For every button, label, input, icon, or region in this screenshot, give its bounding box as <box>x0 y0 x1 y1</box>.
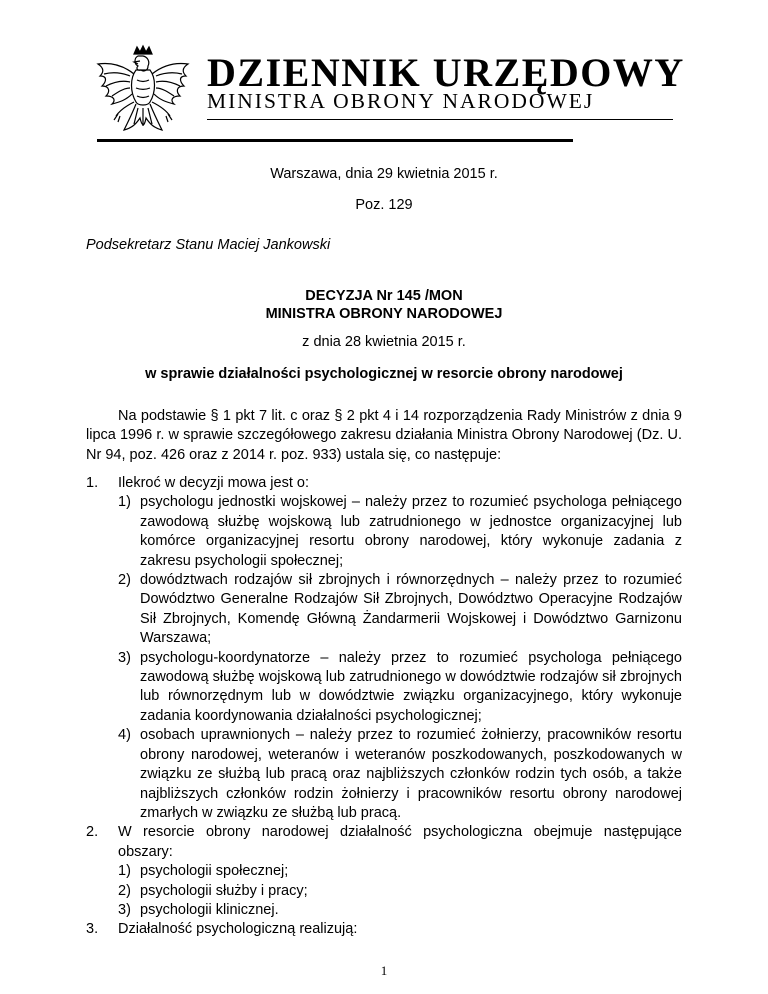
sub-item <box>86 862 682 881</box>
decision-title: DECYZJA Nr 145 /MON <box>305 288 463 304</box>
sub-item <box>86 882 682 901</box>
sub-item <box>86 726 682 823</box>
legal-basis-paragraph: Na podstawie § 1 pkt 7 lit. c oraz § 2 pkt 4 i 14 rozporządzenia Rady Ministrów z dnia 9 lipca 1996 r. w sprawie szczegółowego zakresu działania Ministra Obrony Narodowej (Dz. U. Nr 94, poz. 426 oraz z 2014 r. poz. 933) ustala się, co następuje: <box>86 408 682 463</box>
sub-item-number: 2) <box>118 572 131 589</box>
sub-item <box>86 649 682 727</box>
numbered-list <box>86 474 682 940</box>
list-item-number: 1. <box>86 475 99 491</box>
list-item-text: Ilekroć w decyzji mowa jest o: <box>118 475 309 491</box>
sub-item-number: 1) <box>118 494 131 511</box>
sub-item-number: 2) <box>118 882 131 899</box>
sub-item-text: psychologu-koordynatorze – należy przez to rozumieć psychologa pełniącego zawodową służbę wojskową lub zatrudnionego w dowództwie rodzajów sił zbrojnych lub równorzędnym lub w dowództwie związku organizacyjnego, który wykonuje zadania koordynowania działalności psychologicznej; <box>140 649 682 724</box>
sub-item-number: 1) <box>118 863 131 880</box>
position-number: Poz. 129 <box>355 197 413 213</box>
sub-item-text: dowództwach rodzajów sił zbrojnych i równorzędnych – należy przez to rozumieć Dowództwo Generalne Rodzajów Sił Zbrojnych, Dowództwo Operacyjne Rodzajów Sił Zbrojnych, Komendę Główną Żandarmerii Wojskowej i Dowództwo Garnizonu Warszawa; <box>140 572 682 647</box>
sub-item-text: psychologii społecznej; <box>140 863 289 880</box>
sub-item-number: 4) <box>118 727 131 744</box>
list-item-number: 3. <box>86 921 99 938</box>
header-rule-thin <box>207 119 673 120</box>
list-item <box>86 920 682 939</box>
decision-authority: MINISTRA OBRONY NARODOWEJ <box>265 306 503 322</box>
sub-item <box>86 571 682 649</box>
sub-item-text: psychologii klinicznej. <box>140 901 279 918</box>
issuer-signature-line: Podsekretarz Stanu Maciej Jankowski <box>86 237 331 253</box>
sub-item <box>86 493 682 571</box>
sub-item-text: psychologii służby i pracy; <box>140 882 308 899</box>
polish-white-eagle-icon <box>90 44 196 148</box>
list-item <box>86 823 682 862</box>
journal-title: DZIENNIK URZĘDOWY <box>207 50 685 95</box>
list-item-number: 2. <box>86 824 99 841</box>
sub-item-text: psychologu jednostki wojskowej – należy przez to rozumieć psychologa pełniącego zawodową służbę wojskową lub zatrudnionego w jednostce organizacyjnej lub komórce organizacyjnej resortu obrony narodowej, który wykonuje zadania z zakresu psychologii społecznej; <box>140 494 682 569</box>
sub-item <box>86 901 682 920</box>
list-item-text: W resorcie obrony narodowej działalność psychologiczna obejmuje następujące obszary: <box>118 824 682 860</box>
header-rule-thick <box>97 139 573 142</box>
sub-item-text: osobach uprawnionych – należy przez to rozumieć żołnierzy, pracowników resortu obrony narodowej, weteranów i weteranów poszkodowanych, poszkodowanych w związku ze służbą lub pracą oraz najbliższych członków rodzin tych osób, a także najbliższych członków rodzin żołnierzy i pracowników resortu obrony narodowej zmarłych w związku ze służbą lub pracą. <box>140 727 682 821</box>
sub-item-number: 3) <box>118 901 131 918</box>
decision-subject: w sprawie działalności psychologicznej w resorcie obrony narodowej <box>145 366 623 382</box>
decision-date: z dnia 28 kwietnia 2015 r. <box>302 334 466 350</box>
journal-subtitle: MINISTRA OBRONY NARODOWEJ <box>207 89 595 113</box>
list-item <box>86 474 682 493</box>
page-number: 1 <box>380 963 388 978</box>
list-item-text: Działalność psychologiczną realizują: <box>118 921 358 938</box>
sub-item-number: 3) <box>118 649 131 666</box>
place-date: Warszawa, dnia 29 kwietnia 2015 r. <box>270 166 498 182</box>
